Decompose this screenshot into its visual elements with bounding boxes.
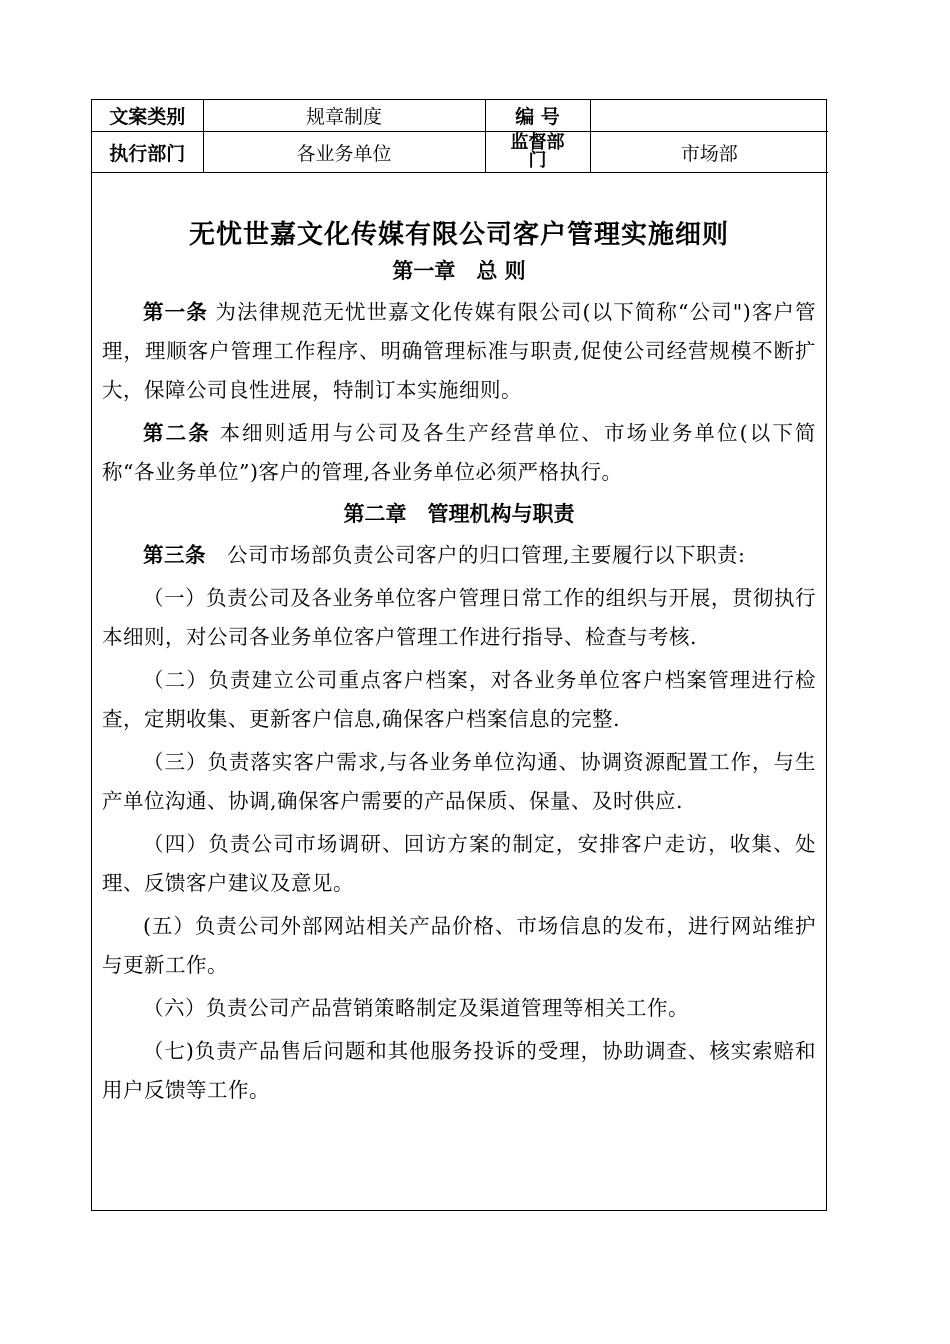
document-sheet [91,99,827,1211]
number-value [590,100,828,132]
article-3-head: 第三条 [143,543,206,567]
header-table [92,100,828,173]
chapter-1-heading: 第一章 总 则 [392,259,526,283]
dept-label: 执行部门 [92,132,203,173]
category-label: 文案类别 [92,100,203,132]
article-1-head: 第一条 [143,300,208,324]
dept-value: 各业务单位 [203,132,485,173]
article-2-text: 本细则适用与公司及各生产经营单位、市场业务单位(以下简称“各业务单位”)客户的管理,各业务单位必须严格执行。 [102,421,817,484]
duty-item-2: （二）负责建立公司重点客户档案，对各业务单位客户档案管理进行检查，定期收集、更新客户信息,确保客户档案信息的完整. [102,668,816,731]
supervisor-value: 市场部 [590,132,828,173]
duty-item-3: （三）负责落实客户需求,与各业务单位沟通、协调资源配置工作，与生产单位沟通、协调,确保客户需要的产品保质、保量、及时供应. [102,750,816,813]
article-2 [102,414,816,492]
number-label: 编 号 [485,100,590,132]
article-3-text: 公司市场部负责公司客户的归口管理,主要履行以下职责: [206,543,746,567]
duty-item-7: （七)负责产品售后问题和其他服务投诉的受理，协助调查、核实索赔和用户反馈等工作。 [102,1039,816,1102]
article-1 [102,293,816,410]
chapter-2-heading: 第二章 管理机构与职责 [343,502,575,526]
article-2-head: 第二条 [143,421,211,445]
supervisor-label: 监督部门 [485,132,590,173]
duty-item-1: （一）负责公司及各业务单位客户管理日常工作的组织与开展，贯彻执行本细则，对公司各业务单位客户管理工作进行指导、检查与考核. [102,586,816,649]
document-body [92,217,826,1110]
document-title: 无忧世嘉文化传媒有限公司客户管理实施细则 [188,220,729,250]
category-value: 规章制度 [203,100,485,132]
duty-item-4: （四）负责公司市场调研、回访方案的制定，安排客户走访，收集、处理、反馈客户建议及意见。 [102,832,816,895]
duty-item-5: (五）负责公司外部网站相关产品价格、市场信息的发布，进行网站维护与更新工作。 [102,914,816,977]
duty-item-6: （六）负责公司产品营销策略制定及渠道管理等相关工作。 [143,996,689,1020]
article-3 [102,536,816,575]
article-1-text: 为法律规范无忧世嘉文化传媒有限公司(以下简称“公司")客户管理，理顺客户管理工作程序、明确管理标准与职责,促使公司经营规模不断扩大，保障公司良性进展，特制订本实施细则。 [102,300,817,402]
